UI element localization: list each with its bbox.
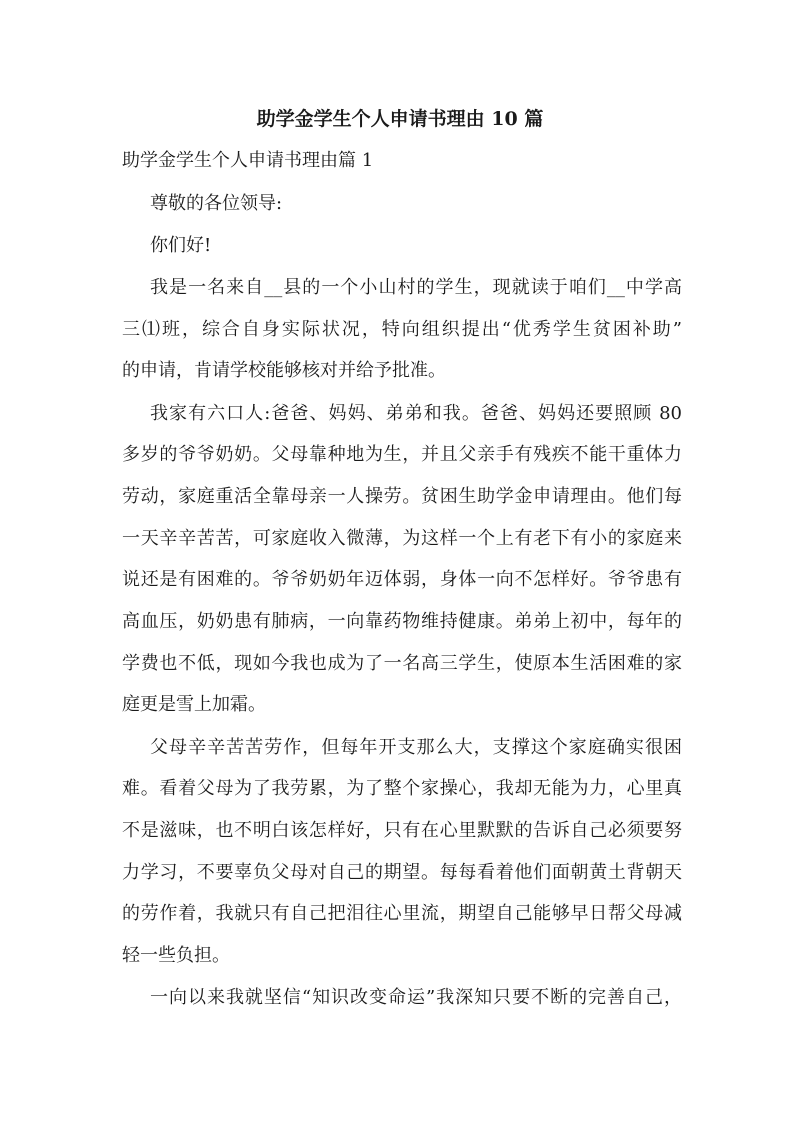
paragraph-line: 力学习，不要辜负父母对自己的期望。每每看着他们面朝黄土背朝天 xyxy=(122,862,682,883)
paragraph-line: 一向以来我就坚信“知识改变命运”我深知只要不断的完善自己， xyxy=(150,987,682,1008)
paragraph-line: 我是一名来自__县的一个小山村的学生，现就读于咱们__中学高 xyxy=(150,277,682,298)
paragraph-line: 的劳作着，我就只有自己把泪往心里流，期望自己能够早日帮父母减 xyxy=(122,903,682,924)
paragraph-line: 多岁的爷爷奶奶。父母靠种地为生，并且父亲手有残疾不能干重体力 xyxy=(122,444,682,465)
paragraph-line: 不是滋味，也不明白该怎样好，只有在心里默默的告诉自己必须要努 xyxy=(122,820,682,841)
section-heading: 助学金学生个人申请书理由篇 1 xyxy=(122,150,374,171)
paragraph-line: 我家有六口人:爸爸、妈妈、弟弟和我。爸爸、妈妈还要照顾 80 xyxy=(150,403,682,424)
paragraph-line: 劳动，家庭重活全靠母亲一人操劳。贫困生助学金申请理由。他们每 xyxy=(122,486,682,507)
paragraph-line: 三⑴班，综合自身实际状况，特向组织提出“优秀学生贫困补助” xyxy=(122,319,682,340)
greeting: 你们好! xyxy=(150,235,212,256)
paragraph-line: 说还是有困难的。爷爷奶奶年迈体弱，身体一向不怎样好。爷爷患有 xyxy=(122,569,682,590)
paragraph-line: 一天辛辛苦苦，可家庭收入微薄，为这样一个上有老下有小的家庭来 xyxy=(122,528,682,549)
document-title: 助学金学生个人申请书理由 10 篇 xyxy=(256,108,544,130)
paragraph-line: 的申请，肯请学校能够核对并给予批准。 xyxy=(122,360,446,381)
paragraph-line: 高血压，奶奶患有肺病，一向靠药物维持健康。弟弟上初中，每年的 xyxy=(122,611,682,632)
paragraph-line: 轻一些负担。 xyxy=(122,945,230,966)
salutation: 尊敬的各位领导: xyxy=(150,193,283,214)
paragraph-line: 难。看着父母为了我劳累，为了整个家操心，我却无能为力，心里真 xyxy=(122,778,682,799)
paragraph-line: 学费也不低，现如今我也成为了一名高三学生，使原本生活困难的家 xyxy=(122,653,682,674)
paragraph-line: 庭更是雪上加霜。 xyxy=(122,694,266,715)
paragraph-line: 父母辛辛苦苦劳作，但每年开支那么大，支撑这个家庭确实很困 xyxy=(150,737,682,758)
